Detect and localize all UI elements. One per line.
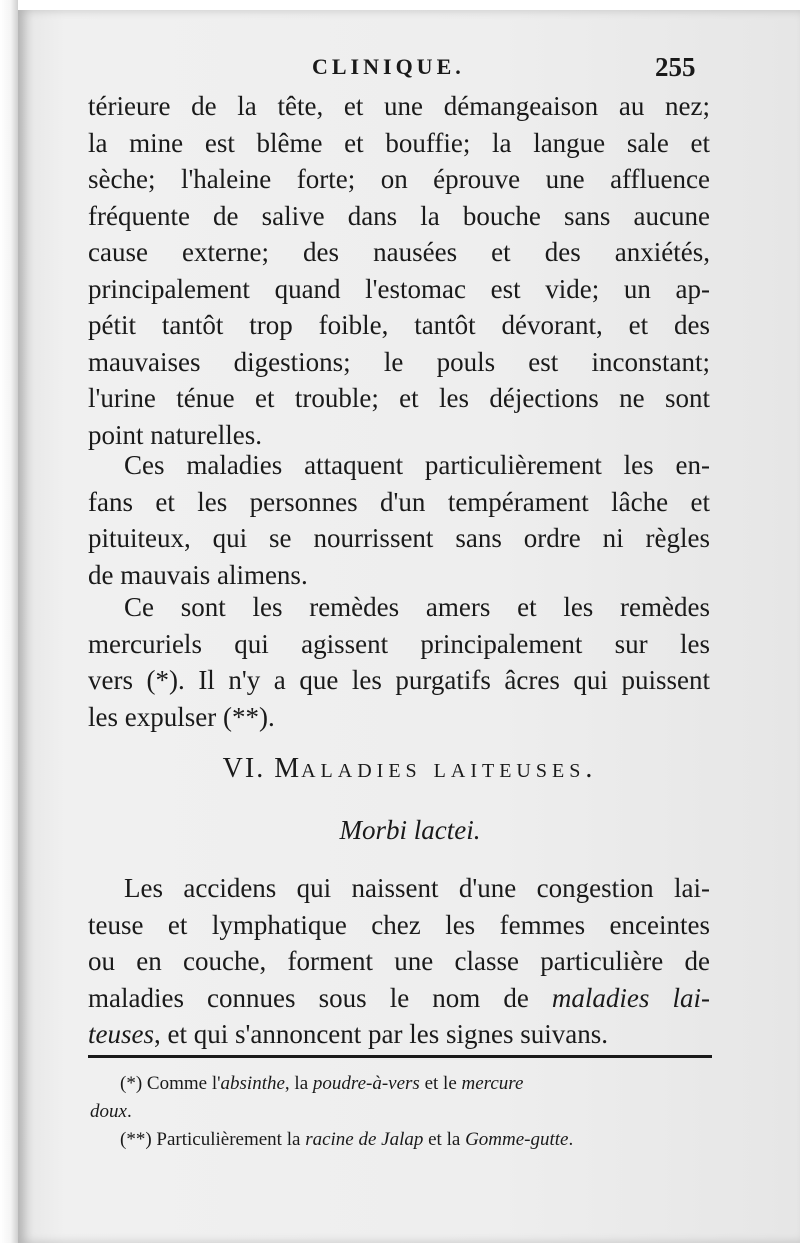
text-fragment: maladies connues sous le nom de: [88, 982, 529, 1013]
paragraph-symptoms: [88, 88, 710, 453]
text-fragment: , la: [284, 1073, 309, 1094]
italic-term: poudre-à-vers: [312, 1073, 420, 1094]
text-line: pituiteux, qui se nourrissent sans ordre ni règles: [88, 523, 710, 553]
footnote-rule: [88, 1055, 712, 1058]
text-fragment: et la: [428, 1129, 461, 1150]
text-line: de mauvais alimens.: [88, 559, 308, 590]
text-fragment: Particulièrement la: [156, 1129, 301, 1150]
italic-term: maladies lai-: [551, 982, 710, 1013]
text-line: fans et les personnes d'un tempérament lâche et: [88, 486, 710, 517]
page-gutter-shadow: [0, 0, 18, 1243]
footnote-mark: (**): [120, 1129, 152, 1150]
italic-term: absinthe: [220, 1073, 285, 1094]
text-fragment: Comme l': [146, 1073, 221, 1094]
page-number: 255: [655, 52, 696, 82]
text-line: point naturelles.: [88, 419, 262, 450]
text-line: vers (*). Il n'y a que les purgatifs âcres qui puissent: [88, 665, 710, 695]
italic-term: racine de Jalap: [305, 1129, 424, 1150]
text-line: l'urine ténue et trouble; et les déjections ne sont: [88, 383, 710, 413]
text-line: sèche; l'haleine forte; on éprouve une affluence: [88, 164, 710, 194]
section-title-initial: M: [274, 753, 302, 784]
footnote-1: [90, 1070, 710, 1098]
running-head: CLINIQUE.: [312, 54, 465, 79]
italic-term: mercure: [461, 1073, 524, 1094]
section-heading: [0, 753, 800, 785]
text-fragment: et le: [424, 1073, 457, 1094]
footnotes: [90, 1070, 710, 1154]
text-line: ou en couche, forment une classe particulière de: [88, 946, 710, 976]
text-line: Ce sont les remèdes amers et les remèdes: [124, 592, 710, 622]
section-title: aladies laiteuses.: [301, 753, 598, 784]
text-line: Les accidens qui naissent d'une congestion lai-: [124, 873, 710, 903]
text-line: pétit tantôt trop foible, tantôt dévorant, et des: [88, 310, 710, 340]
text-line: les expulser (**).: [88, 701, 275, 732]
latin-subtitle: Morbi lactei.: [339, 815, 481, 845]
text-line: cause externe; des nausées et des anxiétés,: [88, 237, 710, 267]
text-fragment: .: [568, 1129, 574, 1150]
section-number: VI.: [222, 753, 266, 784]
italic-term: doux: [90, 1101, 127, 1122]
text-line: teuse et lymphatique chez les femmes enceintes: [88, 909, 710, 940]
text-line: la mine est blême et bouffie; la langue sale et: [88, 127, 710, 158]
text-line: mauvaises digestions; le pouls est inconstant;: [88, 346, 710, 377]
footnote-mark: (*): [120, 1073, 143, 1094]
italic-term: teuses: [88, 1019, 154, 1049]
text-line: principalement quand l'estomac est vide; un ap-: [88, 273, 710, 304]
text-line: térieure de la tête, et une démangeaison au nez;: [88, 91, 710, 121]
italic-term: Gomme-gutte: [465, 1129, 569, 1150]
paragraph-affected: [88, 447, 710, 593]
text-line: mercuriels qui agissent principalement sur les: [88, 628, 710, 659]
text-line: fréquente de salive dans la bouche sans aucune: [88, 200, 710, 231]
text-line: [88, 1016, 710, 1053]
text-fragment: .: [126, 1101, 132, 1122]
text-fragment: , et qui s'annoncent par les signes suivans.: [153, 1019, 609, 1049]
page-header: [0, 52, 800, 86]
footnote-1-continued: [90, 1098, 710, 1126]
text-line: Ces maladies attaquent particulièrement les en-: [124, 450, 710, 480]
paragraph-remedies: [88, 589, 710, 735]
paragraph-milk-diseases: [88, 870, 710, 1053]
footnote-2: [90, 1126, 710, 1154]
text-line: [88, 980, 710, 1017]
